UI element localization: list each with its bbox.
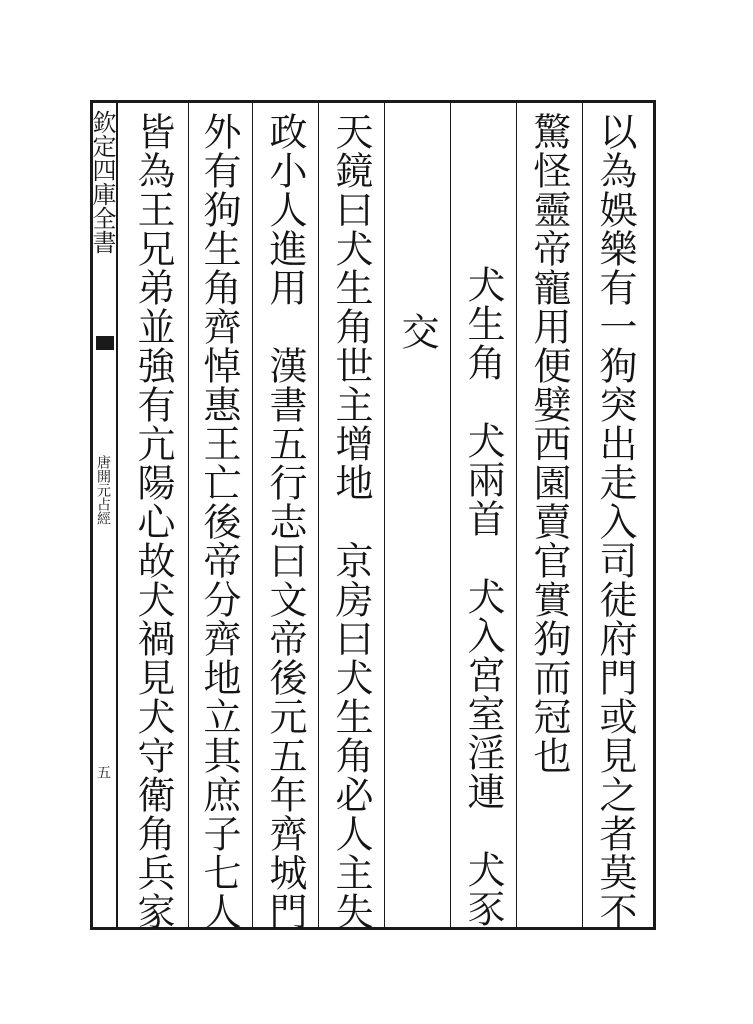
text-column-8: 皆為王兄弟並強有亢陽心故犬禍見犬守衛角兵家 — [131, 112, 175, 931]
text-column-6: 政小人進用 漢書五行志曰文帝後元五年齊城門 — [263, 112, 307, 931]
page-number: 五 — [95, 765, 111, 779]
text-column-1: 以為娛樂有一狗突出走入司徒府門或見之者莫不 — [593, 112, 637, 931]
column-rule — [252, 102, 253, 928]
column-rule — [516, 102, 517, 928]
text-column-3: 犬生角 犬兩首 犬入宮室淫連 犬豕 — [461, 265, 505, 928]
column-rule — [582, 102, 583, 928]
text-column-7: 外有狗生角齊悼惠王亡後帝分齊地立其庶子七人 — [197, 112, 241, 931]
fish-tail-mark — [96, 336, 114, 350]
text-column-4: 交 — [395, 312, 439, 351]
text-column-2: 驚怪靈帝寵用便嬖西園賣官實狗而冠也 — [527, 112, 571, 775]
text-column-5: 天鏡曰犬生角世主增地 京房曰犬生角必人主失 — [329, 112, 373, 931]
book-title: 唐開元占經 — [95, 455, 111, 525]
column-rule — [116, 102, 118, 928]
column-rule — [384, 102, 385, 928]
column-rule — [450, 102, 451, 928]
column-rule — [188, 102, 189, 928]
column-rule — [318, 102, 319, 928]
book-series-title: 欽定四庫全書 — [88, 110, 116, 254]
